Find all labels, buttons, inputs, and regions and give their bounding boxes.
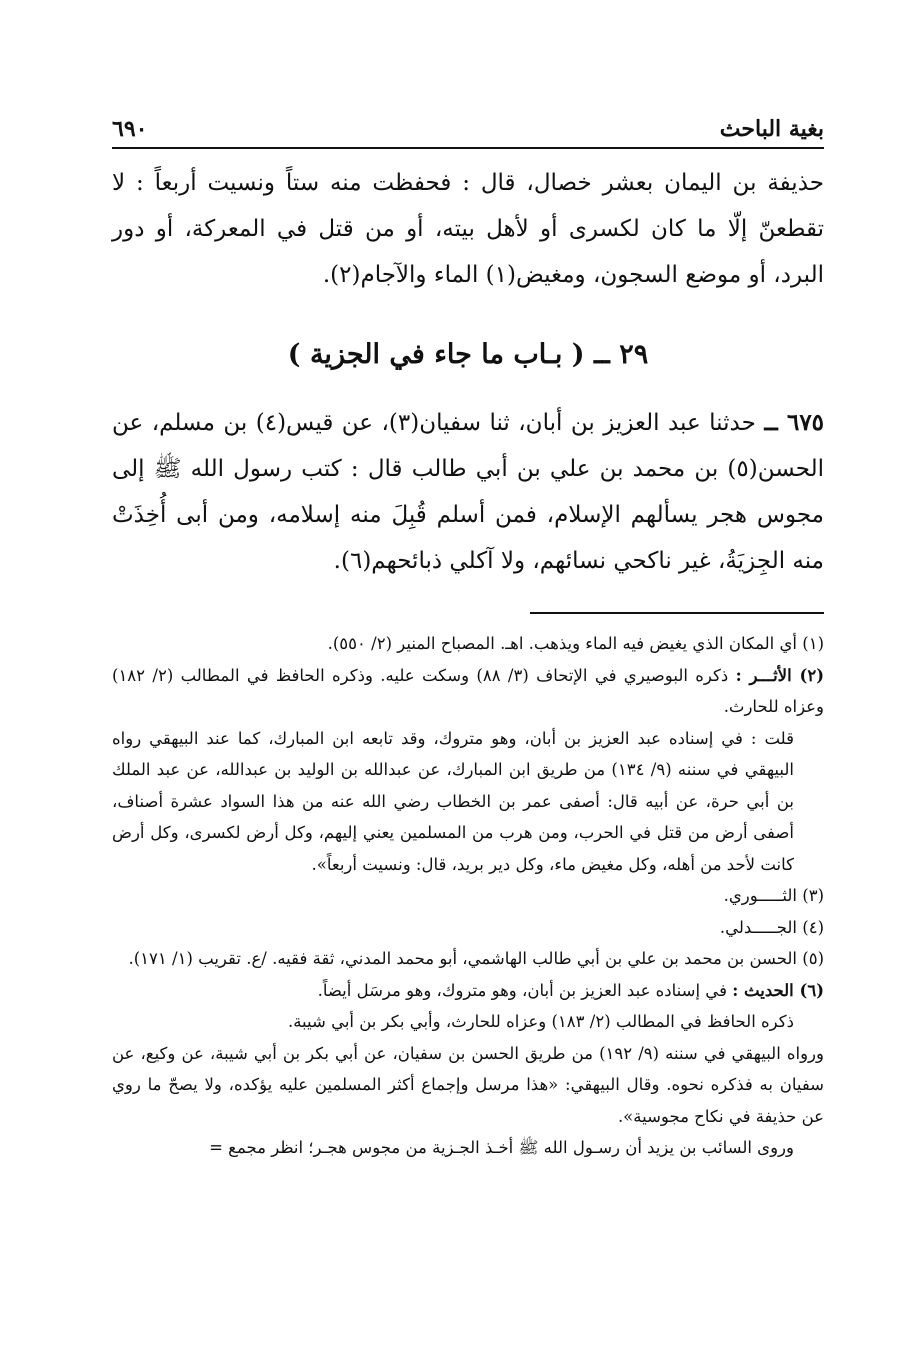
page-number: ٦٩٠ — [112, 116, 148, 142]
hadith-number: ٦٧٥ ــ — [764, 409, 825, 436]
footnote-4: (٤) الجـــــدلي. — [719, 917, 824, 937]
footnote-6 — [112, 975, 824, 1007]
footnotes — [112, 628, 824, 1164]
footnote-2-text: ذكره البوصيري في الإتحاف (٣/ ٨٨) وسكت عليه. وذكره الحافظ في المطالب (٢/ ١٨٢) وعزاه للحارث. — [112, 665, 824, 716]
footnote-2 — [112, 660, 824, 723]
footnote-6-label: (٦) الحديث : — [732, 980, 824, 1000]
footnote-6-bayhaqi: ورواه البيهقي في سننه (٩/ ١٩٢) من طريق الحسن بن سفيان، عن أبي بكر بن أبي شيبة، عن وكيع، عن سفيان به فذكره نحوه. وقال البيهقي: «هذا مرسل وإجماع أكثر المسلمين عليه يؤكده، ولا يصحّ ما روي عن حذيفة في نكاح مجوسية». — [112, 1043, 824, 1126]
footnote-2-comment: قلت : في إسناده عبد العزيز بن أبان، وهو متروك، وقد تابعه ابن المبارك، كما عند البيهقي رواه البيهقي في سننه (٩/ ١٣٤) من طريق ابن المبارك، عن عبدالله بن الوليد بن عبدالله، عن عبد الملك بن أبي حرة، عن أبيه قال: أصفى عمر بن الخطاب رضي الله عنه من هذا السواد عشرة أصناف، أصفى أرض من قتل في الحرب، ومن هرب من المسلمين يعني إليهم، وكل أرض لكسرى، وكل أرض كانت لأحد من أهله، وكل مغيض ماء، وكل دير بريد، قال: ونسيت أربعاً». — [112, 728, 794, 874]
hadith-paragraph — [112, 400, 824, 584]
main-paragraph: حذيفة بن اليمان بعشر خصال، قال : فحفظت منه ستاً ونسيت أربعاً : لا تقطعنّ إلّا ما كان لكسرى أو لأهل بيته، أو من قتل في المعركة، أو دور البرد، أو موضع السجون، ومغيض(١) الماء والآجام(٢). — [112, 170, 824, 288]
footnote-1: (١) أي المكان الذي يغيض فيه الماء ويذهب. اهـ. المصباح المنير (٢/ ٥٥٠). — [327, 634, 824, 653]
chapter-title: ٢٩ ــ ( بـاب ما جاء في الجزية ) — [287, 339, 649, 370]
footnote-6-source: ذكره الحافظ في المطالب (٢/ ١٨٣) وعزاه للحارث، وأبي بكر بن أبي شيبة. — [287, 1012, 794, 1031]
main-text — [112, 160, 824, 298]
header-rule — [112, 147, 824, 149]
footnote-6-continued: وروى السائب بن يزيد أن رسـول الله ﷺ أخـذ الجـزية من مجوس هجـر؛ انظر مجمع = — [209, 1138, 794, 1157]
footnote-2-label: (٢) الأثـــر : — [735, 665, 825, 685]
book-title: بغية الباحث — [719, 116, 824, 142]
hadith-text: حدثنا عبد العزيز بن أبان، ثنا سفيان(٣)، عن قيس(٤) بن مسلم، عن الحسن(٥) بن محمد بن علي بن أبي طالب قال : كتب رسول الله ﷺ إلى مجوس هجر يسألهم الإسلام، فمن أسلم قُبِلَ منه إسلامه، ومن أبى أُخِذَتْ منه الجِزيَةُ، غير ناكحي نسائهم، ولا آكلي ذبائحهم(٦). — [112, 410, 824, 574]
footnote-3: (٣) الثـــــوري. — [723, 886, 824, 905]
footnote-rule — [530, 612, 824, 614]
footnote-6-text: في إسناده عبد العزيز بن أبان، وهو متروك، وهو مرسَل أيضاً. — [317, 980, 727, 1000]
page-header — [112, 102, 824, 142]
hadith-block — [112, 400, 824, 584]
footnote-5: (٥) الحسن بن محمد بن علي بن أبي طالب الهاشمي، أبو محمد المدني، ثقة فقيه. /ع. تقريب (١/ ١٧١). — [128, 949, 824, 968]
